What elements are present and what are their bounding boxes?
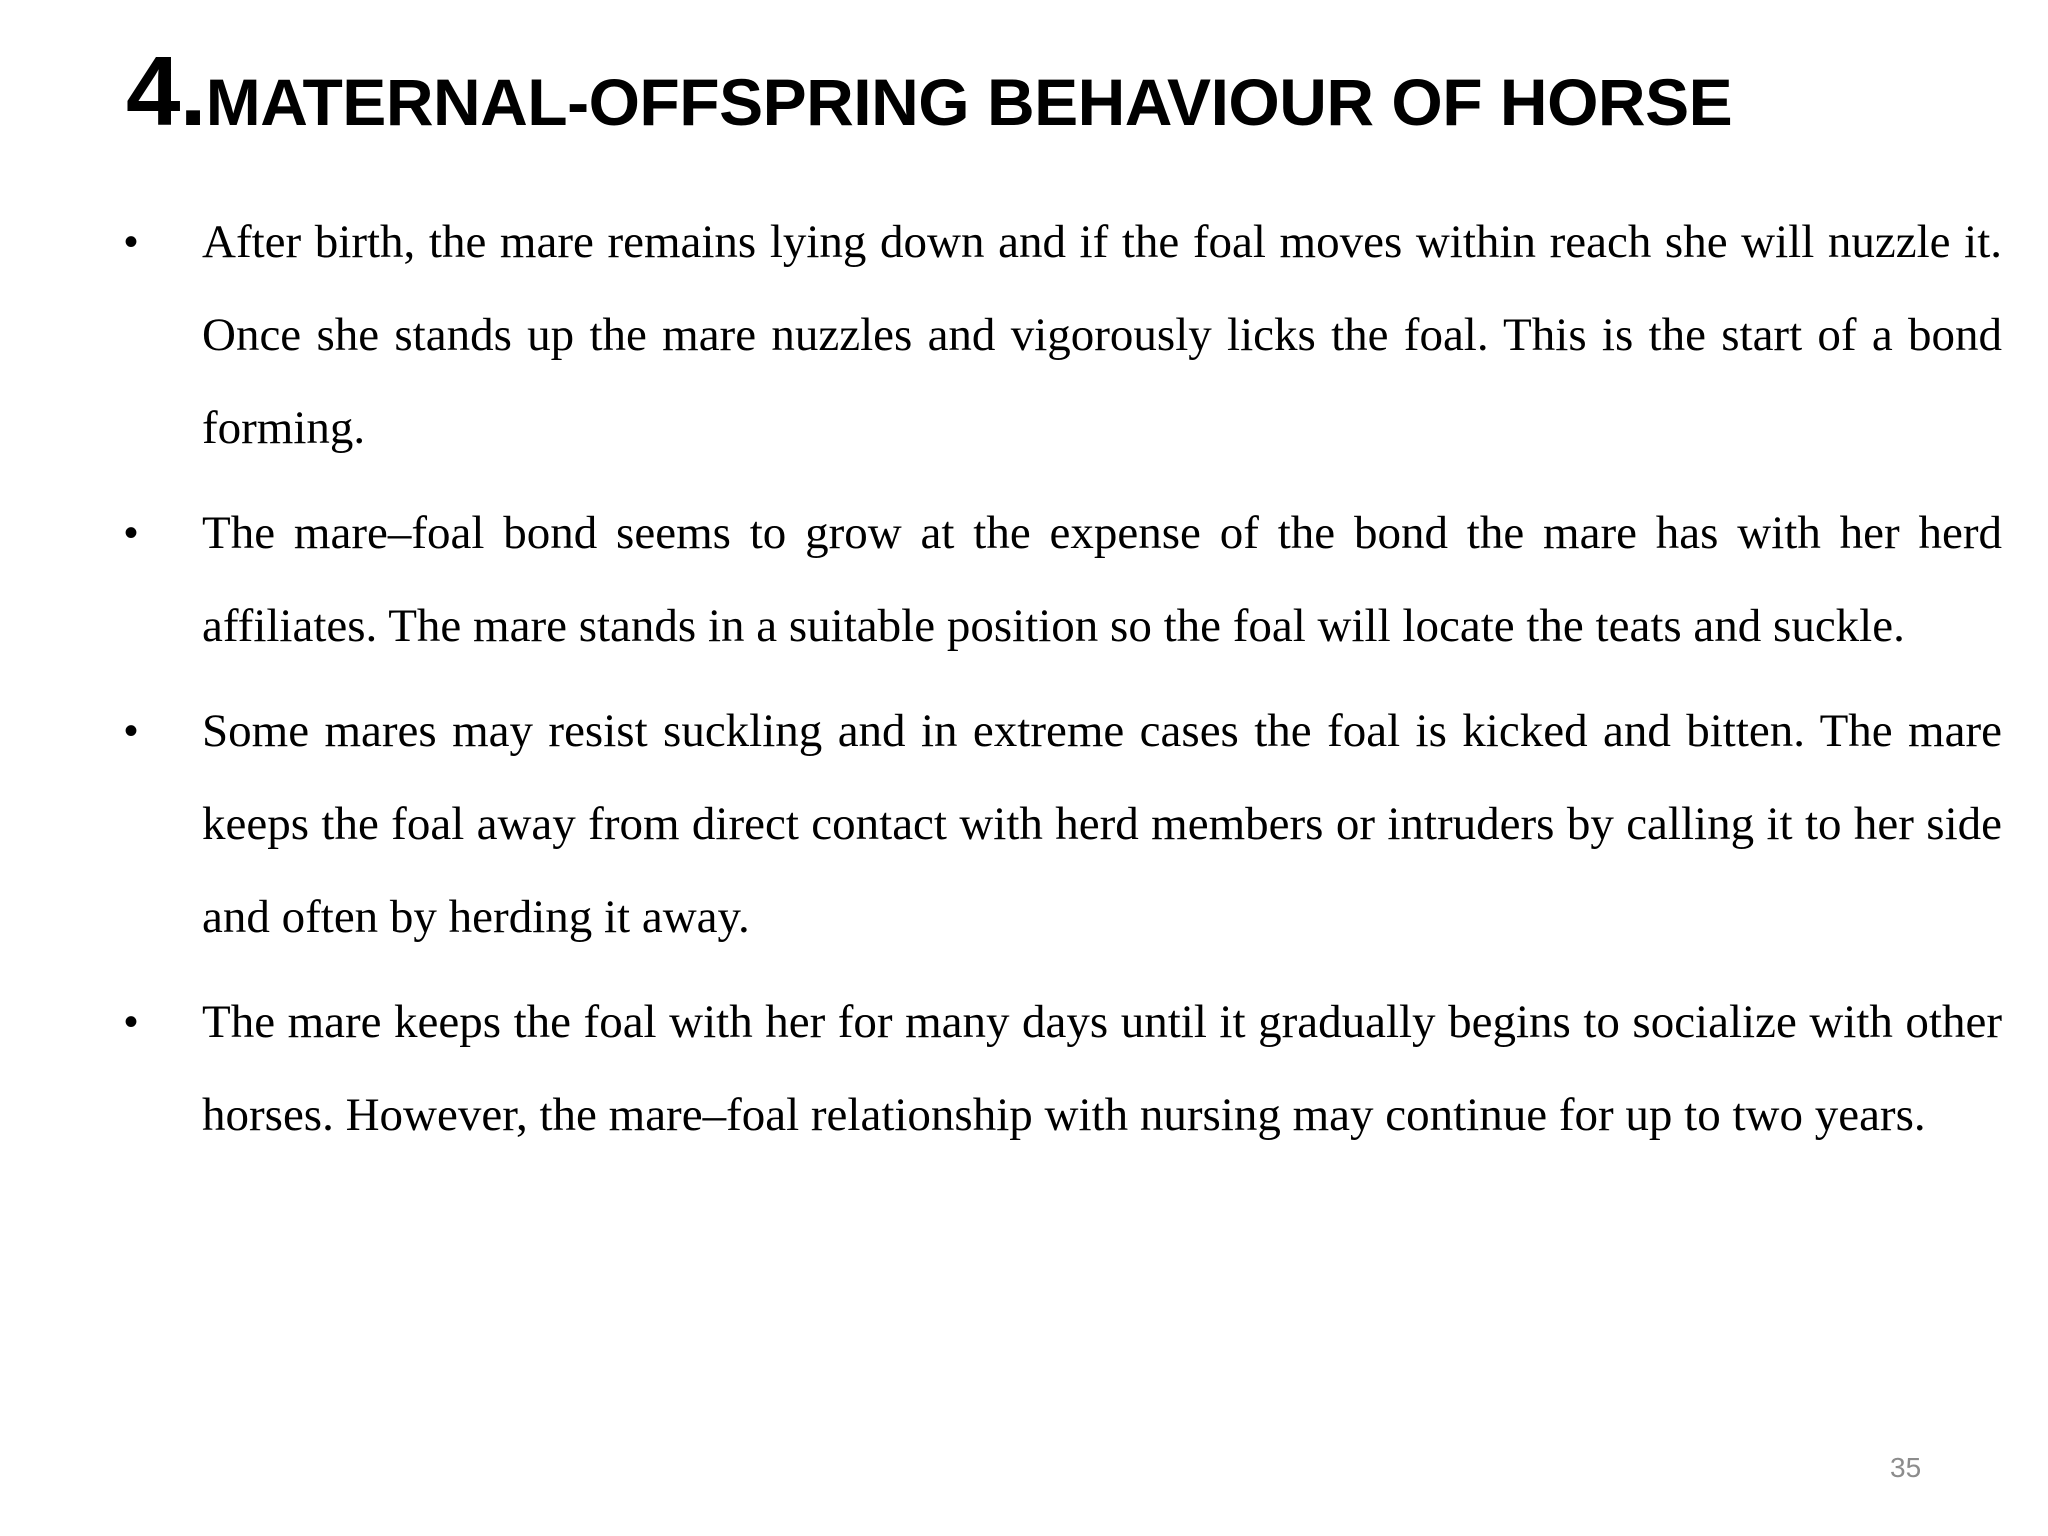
- bullet-list: [120, 196, 2002, 1174]
- bullet-icon: •: [124, 220, 139, 264]
- bullet-text: After birth, the mare remains lying down and if the foal moves within reach she will nuzzle it. Once she stands up the mare nuzzles and vigorously licks the foal. This is the start of a bond forming.: [202, 216, 2002, 454]
- title-text: MATERNAL-OFFSPRING BEHAVIOUR OF HORSE: [205, 65, 1733, 139]
- bullet-item: [120, 196, 2002, 475]
- bullet-text: Some mares may resist suckling and in extreme cases the foal is kicked and bitten. The mare keeps the foal away from direct contact with herd members or intruders by calling it to her side and often by herding it away.: [202, 705, 2002, 943]
- bullet-text: The mare keeps the foal with her for many days until it gradually begins to socialize with other horses. However, the mare–foal relationship with nursing may continue for up to two years.: [202, 996, 2002, 1141]
- bullet-item: [120, 487, 2002, 673]
- slide-title: [126, 36, 1733, 146]
- bullet-item: [120, 976, 2002, 1162]
- title-number: 4.: [126, 36, 206, 146]
- page-number: 35: [1890, 1452, 1922, 1483]
- bullet-icon: •: [124, 709, 139, 753]
- bullet-icon: •: [124, 511, 139, 555]
- bullet-icon: •: [124, 1000, 139, 1044]
- bullet-text: The mare–foal bond seems to grow at the expense of the bond the mare has with her herd affiliates. The mare stands in a suitable position so the foal will locate the teats and suckle.: [202, 507, 2002, 652]
- bullet-item: [120, 685, 2002, 964]
